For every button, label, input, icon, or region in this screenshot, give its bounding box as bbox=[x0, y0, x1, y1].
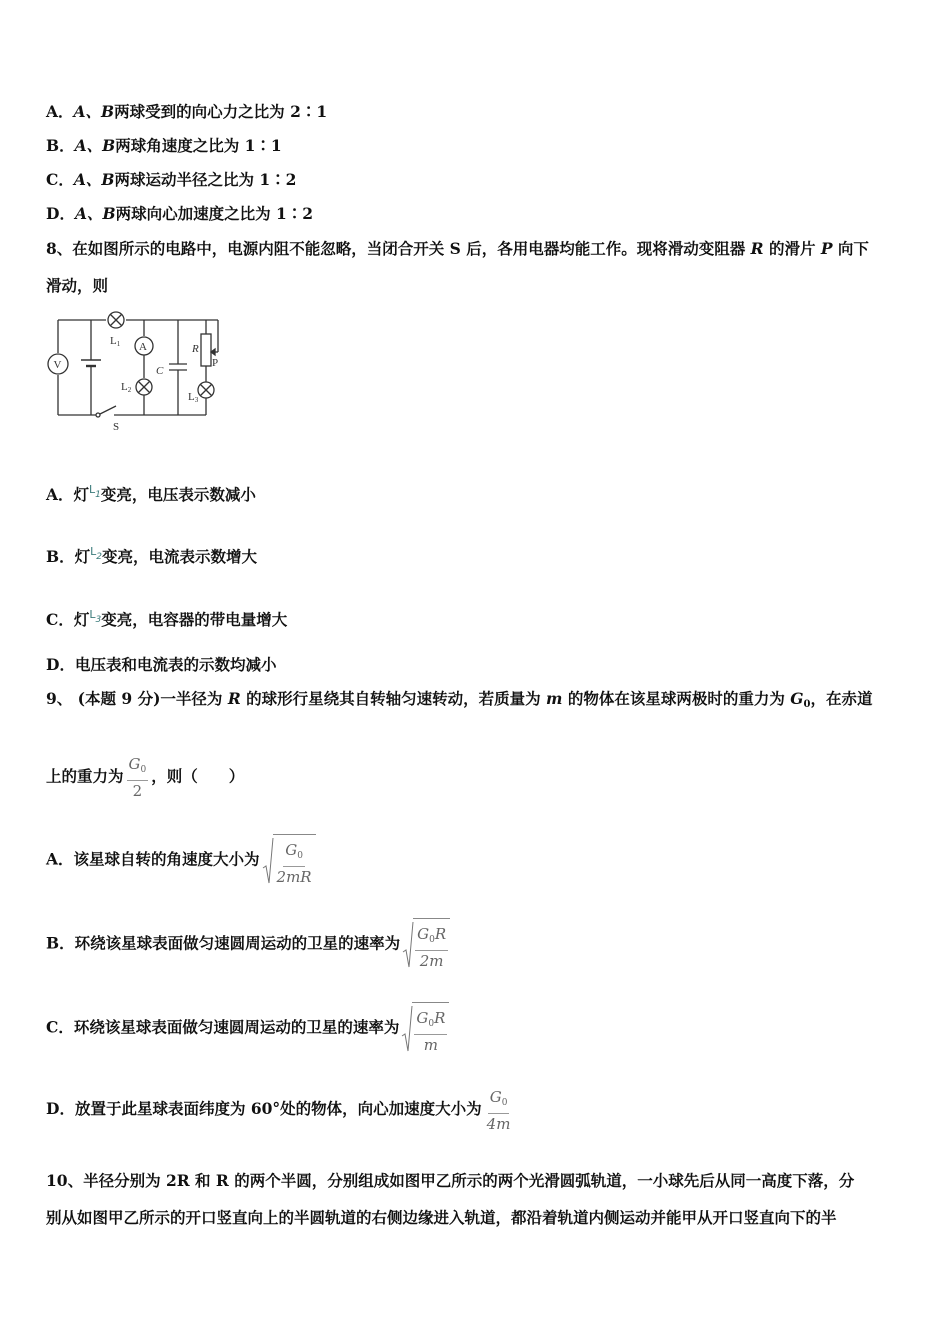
q9-option-c: C．环绕该星球表面做匀速圆周运动的卫星的速率为 $\frac{G_0R}{m}$ bbox=[46, 1002, 449, 1055]
q9-option-d: D．放置于此星球表面纬度为 60°处的物体，向心加速度大小为 $\frac{G_0}{4m}$ bbox=[46, 1087, 511, 1133]
sqrt-expression-a: $\frac{G_0}{2mR}$ bbox=[262, 834, 316, 887]
lamp-l3-inline: L3 bbox=[89, 608, 102, 625]
q10-stem-line1: 10、半径分别为 2R 和 R 的两个半圆，分别组成如图甲乙所示的两个光滑圆弧轨道，一小球先后从同一高度下落，分 bbox=[46, 1171, 855, 1190]
voltmeter-label: V bbox=[53, 359, 62, 371]
q7-option-d: D．A、B两球向心加速度之比为 1∶2 bbox=[46, 204, 314, 223]
ammeter-label: A bbox=[139, 341, 147, 353]
q7-option-a: A．A、B两球受到的向心力之比为 2∶1 bbox=[46, 102, 328, 121]
q9-option-b: B．环绕该星球表面做匀速圆周运动的卫星的速率为 $\frac{G_0R}{2m}$ bbox=[46, 918, 450, 971]
q8-option-c: C．灯$^{L_3}$变亮，电容器的带电量增大 bbox=[46, 608, 288, 629]
q8-stem-line2: 滑动，则 bbox=[46, 276, 109, 295]
fraction-g0-over-2: $\frac{G_0}{2}$ bbox=[128, 755, 147, 800]
q10-stem-line2: 别从如图甲乙所示的开口竖直向上的半圆轨道的右侧边缘进入轨道，都沿着轨道内侧运动并能甲从开口竖直向下的半 bbox=[46, 1208, 837, 1227]
q9-stem-line2: 上的重力为 $\frac{G_0}{2}$ ，则（ ） bbox=[46, 755, 245, 800]
fraction-g0-over-4m: $\frac{G_0}{4m}$ bbox=[486, 1087, 511, 1133]
lamp-l1-inline: L1 bbox=[89, 483, 101, 500]
q9-option-a: A．该星球自转的角速度大小为 $\frac{G_0}{2mR}$ bbox=[46, 834, 316, 887]
q9-stem-line1: 9、 (本题 9 分)一半径为 R 的球形行星绕其自转轴匀速转动，若质量为 m 的物体在该星球两极时的重力为 G0，在赤道 bbox=[46, 689, 873, 710]
lamp-l3-label: L3 bbox=[188, 391, 199, 404]
q8-option-b: B．灯$^{L_2}$变亮，电流表示数增大 bbox=[46, 545, 257, 566]
q8-option-a: A．灯$^{L_1}$变亮，电压表示数减小 bbox=[46, 483, 256, 504]
q8-option-d: D．电压表和电流表的示数均减小 bbox=[46, 655, 277, 674]
rheostat-label: R bbox=[192, 343, 199, 355]
switch-label: S bbox=[113, 421, 120, 433]
sqrt-expression-c: $\frac{G_0R}{m}$ bbox=[401, 1002, 449, 1055]
q7-option-c: C．A、B两球运动半径之比为 1∶2 bbox=[46, 170, 297, 189]
lamp-l2-label: L2 bbox=[121, 381, 132, 394]
rheostat-symbol bbox=[201, 334, 211, 366]
q8-stem-line1: 8、在如图所示的电路中，电源内阻不能忽略，当闭合开关 S 后，各用电器均能工作。现将滑动变阻器 R 的滑片 P 向下 bbox=[46, 239, 869, 258]
sqrt-expression-b: $\frac{G_0R}{2m}$ bbox=[402, 918, 450, 971]
slider-label: P bbox=[212, 357, 219, 369]
circuit-diagram bbox=[46, 308, 226, 433]
lamp-l1-label: L1 bbox=[110, 335, 121, 348]
lamp-l2-inline: L2 bbox=[90, 545, 102, 562]
capacitor-label: C bbox=[156, 365, 164, 377]
q7-option-b: B．A、B两球角速度之比为 1∶1 bbox=[46, 136, 282, 155]
